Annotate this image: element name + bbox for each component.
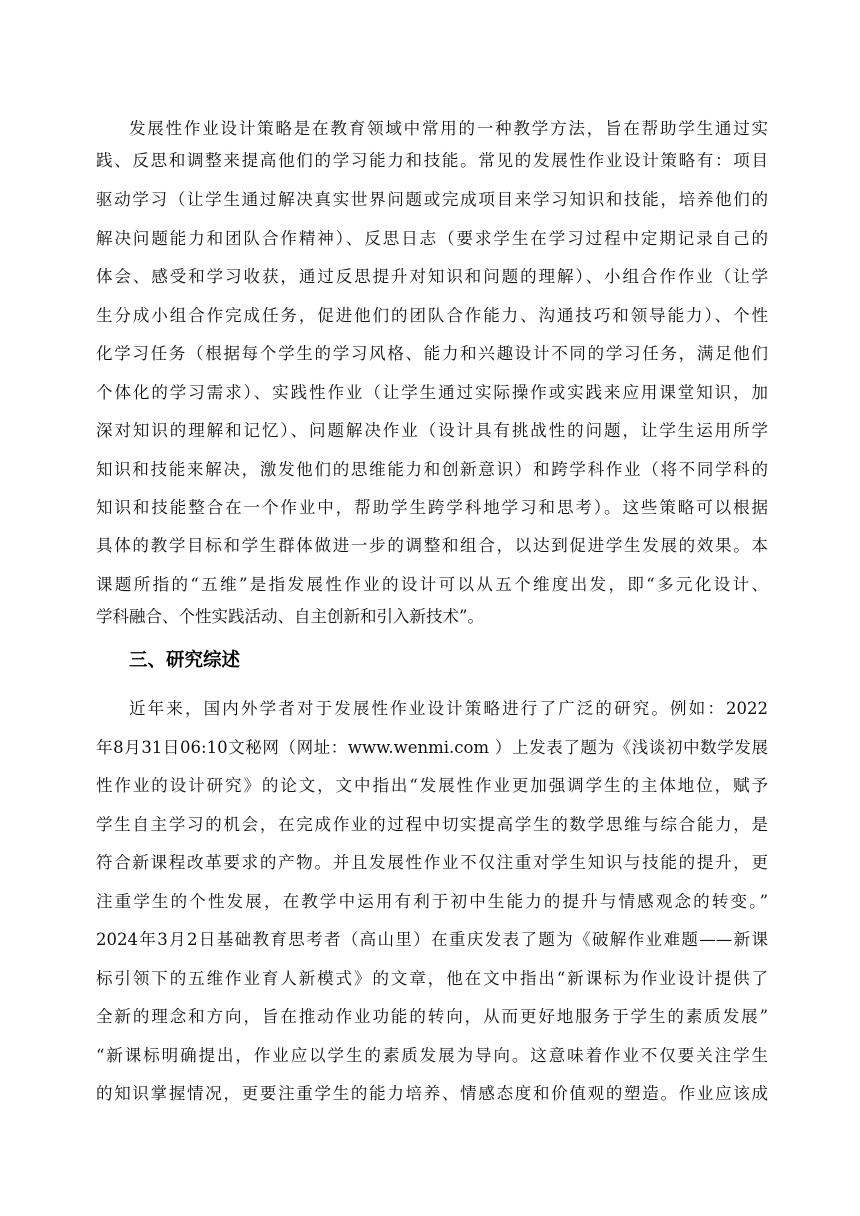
- paragraph-2-line: 符合新课程改革要求的产物。并且发展性作业不仅注重对学生知识与技能的提升，更: [96, 853, 768, 872]
- paragraph-1-line: 驱动学习（让学生通过解决真实世界问题或完成项目来学习知识和技能，培养他们的: [96, 190, 768, 209]
- paragraph-2-line: 2024年3月2日基础教育思考者（高山里）在重庆发表了题为《破解作业难题——新课: [96, 930, 768, 949]
- paragraph-2-line: 近年来，国内外学者对于发展性作业设计策略进行了广泛的研究。例如：2022: [129, 699, 768, 718]
- paragraph-1-line: 知识和技能整合在一个作业中，帮助学生跨学科地学习和思考）。这些策略可以根据: [96, 498, 768, 517]
- section-heading: 三、研究综述: [129, 650, 241, 671]
- paragraph-2-line: “新课标明确提出，作业应以学生的素质发展为导向。这意味着作业不仅要关注学生: [96, 1046, 768, 1065]
- paragraph-1-line: 深对知识的理解和记忆）、问题解决作业（设计具有挑战性的问题，让学生运用所学: [96, 421, 768, 440]
- paragraph-1-line: 解决问题能力和团队合作精神）、反思日志（要求学生在学习过程中定期记录自己的: [96, 229, 768, 248]
- paragraph-1-line: 生分成小组合作完成任务，促进他们的团队合作能力、沟通技巧和领导能力）、个性: [96, 306, 768, 325]
- paragraph-2-line: 性作业的设计研究》的论文，文中指出“发展性作业更加强调学生的主体地位，赋予: [96, 776, 768, 795]
- paragraph-1-line: 化学习任务（根据每个学生的学习风格、能力和兴趣设计不同的学习任务，满足他们: [96, 344, 768, 363]
- paragraph-1-line: 体会、感受和学习收获，通过反思提升对知识和问题的理解）、小组合作作业（让学: [96, 267, 768, 286]
- paragraph-1-line: 课题所指的“五维”是指发展性作业的设计可以从五个维度出发，即“多元化设计、: [96, 575, 768, 594]
- paragraph-2-line: 年8月31日06:10文秘网（网址：www.wenmi.com ）上发表了题为《浅谈初中数学发展: [96, 738, 768, 757]
- paragraph-1-line: 知识和技能来解决，激发他们的思维能力和创新意识）和跨学科作业（将不同学科的: [96, 460, 768, 479]
- paragraph-2-line: 标引领下的五维作业育人新模式》的文章，他在文中指出“新课标为作业设计提供了: [96, 969, 768, 988]
- paragraph-2-line: 的知识掌握情况，更要注重学生的能力培养、情感态度和价值观的塑造。作业应该成: [96, 1084, 768, 1103]
- paragraph-1-line: 学科融合、个性实践活动、自主创新和引入新技术”。: [96, 607, 484, 626]
- paragraph-2-line: 注重学生的个性发展，在教学中运用有利于初中生能力的提升与情感观念的转变。”: [96, 892, 768, 911]
- paragraph-1-line: 个体化的学习需求）、实践性作业（让学生通过实际操作或实践来应用课堂知识，加: [96, 383, 768, 402]
- paragraph-1-line: 践、反思和调整来提高他们的学习能力和技能。常见的发展性作业设计策略有：项目: [96, 151, 768, 170]
- paragraph-1-line: 具体的教学目标和学生群体做进一步的调整和组合，以达到促进学生发展的效果。本: [96, 536, 768, 555]
- paragraph-2-line: 学生自主学习的机会，在完成作业的过程中切实提高学生的数学思维与综合能力，是: [96, 815, 768, 834]
- paragraph-2-line: 全新的理念和方向，旨在推动作业功能的转向，从而更好地服务于学生的素质发展”: [96, 1007, 768, 1026]
- paragraph-1-line: 发展性作业设计策略是在教育领域中常用的一种教学方法，旨在帮助学生通过实: [129, 119, 768, 138]
